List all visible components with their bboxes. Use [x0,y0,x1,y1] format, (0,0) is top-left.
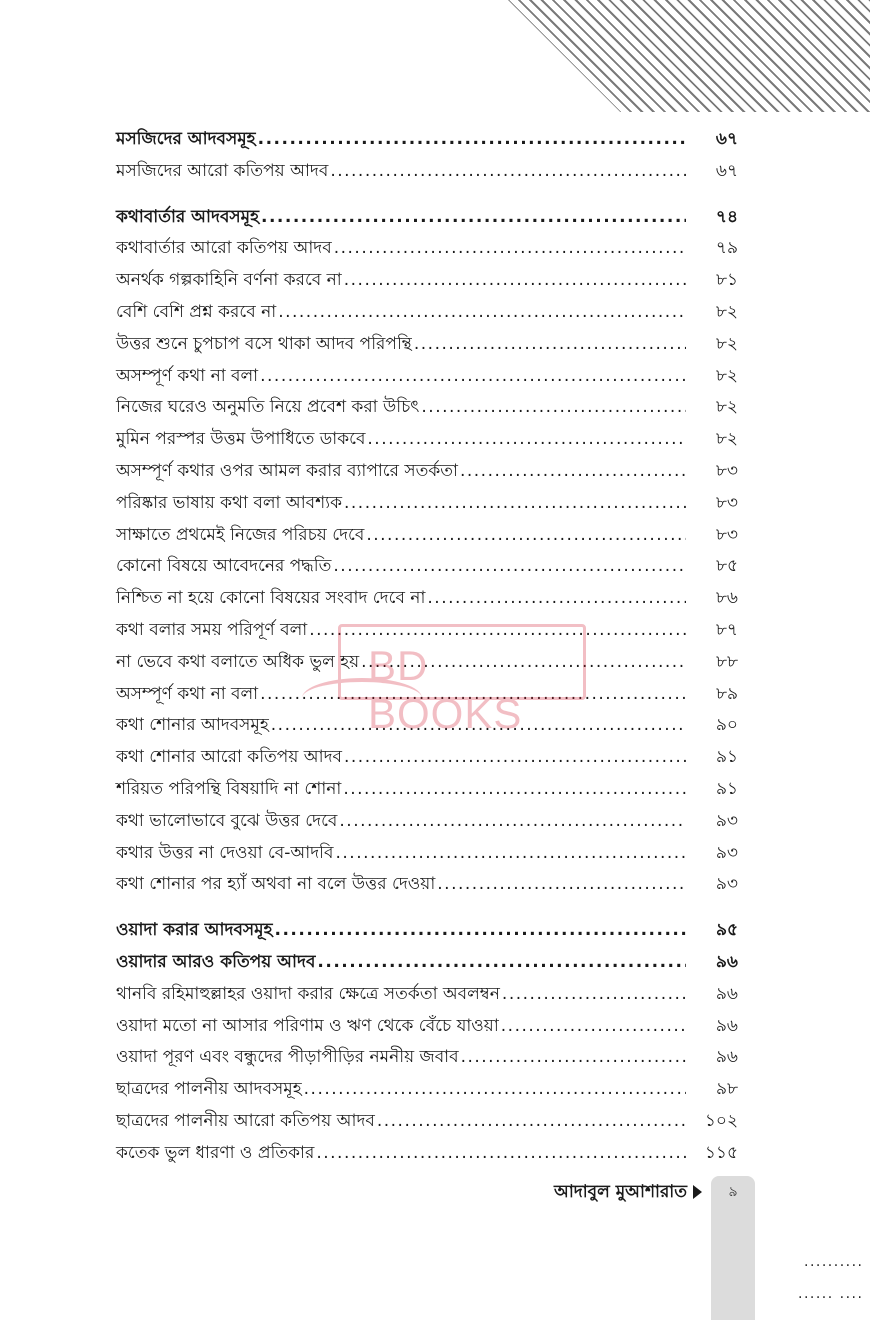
dot-leader [437,869,686,901]
dot-leader [271,710,686,742]
toc-entry-title: ওয়াদা মতো না আসার পরিণাম ও ঋণ থেকে বেঁচে যাওয়া [116,1015,499,1036]
dot-leader [304,1074,686,1106]
dot-leader [367,424,686,456]
toc-entry-page: ৯৩ [715,874,738,895]
toc-entry-title: অসম্পূর্ণ কথা না বলা [116,365,259,386]
toc-entry-title: বেশি বেশি প্রশ্ন করবে না [116,301,277,322]
toc-entry-page: ৯১ [715,747,738,768]
toc-entry-title: ওয়াদা করার আদবসমূহ [116,920,273,941]
toc-section-heading [116,202,740,234]
toc-entry [116,710,740,742]
toc-entry-page: ৮২ [715,397,738,418]
toc-entry-page: ৯৬ [715,983,738,1004]
toc-entry-page: ৯৬ [715,1015,738,1036]
toc-entry [116,1011,740,1043]
toc-entry-page: ৮৮ [715,651,738,672]
toc-entry [116,647,740,679]
toc-entry-title: ওয়াদার আরও কতিপয় আদব [116,951,316,972]
toc-entry-title: কোনো বিষয়ে আবেদনের পদ্ধতি [116,556,332,577]
toc-entry-page: ৮২ [715,301,738,322]
toc-entry [116,1138,740,1170]
dot-leader [344,265,686,297]
running-footer [400,1178,702,1206]
toc-entry-page: ৯৬ [715,951,738,972]
toc-entry-page: ১১৫ [704,1142,738,1163]
toc-entry-title: অসম্পূর্ণ কথার ওপর আমল করার ব্যাপারে সতর্কতা [116,460,458,481]
toc-entry [116,488,740,520]
page-tab [711,1176,755,1320]
toc-entry-title: থানবি রহিমাহুল্লাহর ওয়াদা করার ক্ষেত্রে সতর্কতা অবলম্বন [116,983,500,1004]
triangle-marker-icon [693,1185,702,1199]
toc-entry [116,424,740,456]
toc-entry [116,551,740,583]
toc-entry-page: ৮৩ [715,492,738,513]
toc-entry-title: কথা বলার সময় পরিপূর্ণ বলা [116,619,308,640]
corner-hatch-decoration [508,0,870,112]
toc-entry-title: না ভেবে কথা বলাতে অধিক ভুল হয় [116,651,360,672]
dot-leader [317,947,686,979]
book-title: আদাবুল মুআশারাত [553,1182,687,1202]
toc-entry [116,233,740,265]
toc-entry [116,869,740,901]
watermark-text: BD BOOKS [368,642,523,737]
section-gap [116,901,740,915]
toc-entry-title: উত্তর শুনে চুপচাপ বসে থাকা আদব পরিপন্থি [116,333,412,354]
page-number: ৯ [728,1184,738,1200]
dot-leader [502,979,686,1011]
toc-entry [116,297,740,329]
toc-entry [116,1074,740,1106]
dot-leader [336,838,687,870]
toc-entry [116,1042,740,1074]
toc-entry-title: কথাবার্তার আদবসমূহ [116,206,260,227]
dot-leader [333,551,686,583]
toc-entry-page: ৯১ [715,778,738,799]
dot-leader [377,1106,686,1138]
toc-entry-title: মসজিদের আদবসমূহ [116,129,256,149]
toc-entry-page: ৮৩ [715,460,738,481]
toc-section-heading [116,947,740,979]
toc-entry [116,583,740,615]
toc-entry [116,774,740,806]
toc-entry-page: ৮৭ [715,619,738,640]
dot-leader [309,615,686,647]
toc-entry-page: ৯৩ [715,842,738,863]
dot-leader [316,1138,686,1170]
toc-entry [116,329,740,361]
dot-leader [460,456,686,488]
toc-entry-page: ৮২ [715,429,738,450]
toc-entry-page: ৮২ [715,333,738,354]
toc-entry-page: ৯৬ [715,1047,738,1068]
dot-leader [278,297,686,329]
dot-leader [261,202,686,234]
toc-entry [116,361,740,393]
toc-entry-page: ৮৬ [715,588,738,609]
toc-entry-page: ৮৫ [715,556,738,577]
toc-entry-title: নিজের ঘরেও অনুমতি নিয়ে প্রবেশ করা উচিৎ [116,397,420,418]
edge-fragment-1: .......... [804,1254,864,1270]
toc-entry-title: ছাত্রদের পালনীয় আরো কতিপয় আদব [116,1110,375,1131]
edge-fragment-2: ...... .... [798,1286,864,1302]
toc-entry-page: ৭৯ [715,238,738,259]
toc-section-heading [116,915,740,947]
toc-entry [116,265,740,297]
dot-leader [366,520,686,552]
dot-leader [344,488,686,520]
toc-entry-page: ৮২ [715,365,738,386]
toc-entry-page: ৮৩ [715,524,738,545]
dot-leader [343,774,686,806]
toc-entry-page: ৯৩ [715,810,738,831]
dot-leader [344,742,686,774]
toc-entry-title: শরিয়ত পরিপন্থি বিষয়াদি না শোনা [116,778,342,799]
toc-entry-page: ৯৫ [715,920,738,941]
toc-entry [116,679,740,711]
dot-leader [501,1011,686,1043]
dot-leader [275,915,686,947]
dot-leader [330,156,686,188]
toc-entry-page: ১০২ [704,1110,738,1131]
toc-entry [116,615,740,647]
toc-entry-page: ৭৪ [715,206,738,227]
dot-leader [334,233,686,265]
toc-entry-page: ৬৭ [715,129,738,149]
toc-entry-page: ৯০ [715,715,738,736]
section-gap [116,188,740,202]
dot-leader [361,647,686,679]
toc-entry-title: কথা শোনার আরো কতিপয় আদব [116,747,342,768]
toc-entry-title: অনর্থক গল্পকাহিনি বর্ণনা করবে না [116,270,342,291]
toc-entry-title: কথা শোনার আদবসমূহ [116,715,269,736]
toc-entry-title: ছাত্রদের পালনীয় আদবসমূহ [116,1079,302,1100]
toc-entry-title: কথা ভালোভাবে বুঝে উত্তর দেবে [116,810,338,831]
dot-leader [427,583,686,615]
toc-entry-title: অসম্পূর্ণ কথা না বলা [116,683,259,704]
toc-entry [116,806,740,838]
toc-entry-title: পরিষ্কার ভাষায় কথা বলা আবশ্যক [116,492,342,513]
dot-leader [461,1042,686,1074]
toc-entry-page: ৬৭ [715,160,738,181]
dot-leader [421,392,686,424]
toc-entry-title: কথার উত্তর না দেওয়া বে-আদবি [116,842,334,863]
toc-entry-title: ওয়াদা পূরণ এবং বন্ধুদের পীড়াপীড়ির নমনীয় জবাব [116,1047,459,1068]
toc-entry-title: কতেক ভুল ধারণা ও প্রতিকার [116,1142,315,1163]
toc-entry-title: নিশ্চিত না হয়ে কোনো বিষয়ের সংবাদ দেবে না [116,588,426,609]
toc-section-heading [116,124,740,156]
dot-leader [414,329,686,361]
dot-leader [339,806,686,838]
table-of-contents [116,124,740,1170]
toc-entry-title: কথা শোনার পর হ্যাঁ অথবা না বলে উত্তর দেওয়া [116,874,436,895]
toc-entry-page: ৯৮ [715,1079,738,1100]
toc-entry [116,456,740,488]
dot-leader [258,124,686,156]
toc-entry-page: ৮৯ [715,683,738,704]
dot-leader [260,361,686,393]
toc-entry [116,979,740,1011]
dot-leader [260,679,686,711]
toc-entry [116,520,740,552]
toc-entry-page: ৮১ [715,270,738,291]
toc-entry-title: কথাবার্তার আরো কতিপয় আদব [116,238,332,259]
toc-entry-title: মুমিন পরস্পর উত্তম উপাধিতে ডাকবে [116,429,366,450]
toc-entry [116,392,740,424]
toc-entry-title: সাক্ষাতে প্রথমেই নিজের পরিচয় দেবে [116,524,365,545]
toc-entry [116,838,740,870]
toc-entry [116,156,740,188]
toc-entry [116,1106,740,1138]
toc-entry-title: মসজিদের আরো কতিপয় আদব [116,160,329,181]
toc-entry [116,742,740,774]
